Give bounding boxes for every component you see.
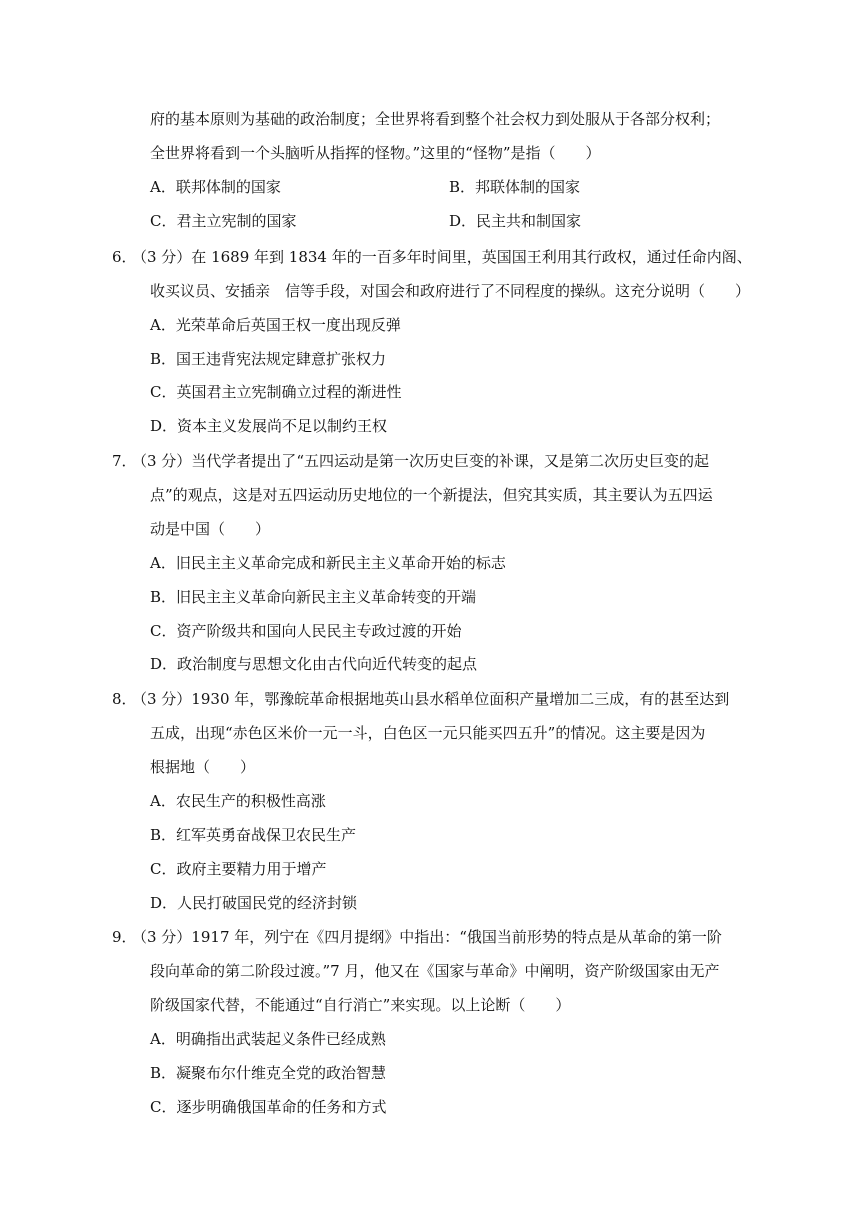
question-text-line: 全世界将看到一个头脑听从指挥的怪物。”这里的“怪物”是指（ ） xyxy=(150,144,601,162)
option-a: A．农民生产的积极性高涨 xyxy=(150,792,326,810)
option-c: C．君主立宪制的国家 xyxy=(150,212,297,230)
option-b: B．邦联体制的国家 xyxy=(449,178,581,196)
question-text-line: 收买议员、安插亲 信等手段，对国会和政府进行了不同程度的操纵。这充分说明（ ） xyxy=(150,282,751,300)
option-c: C．英国君主立宪制确立过程的渐进性 xyxy=(150,383,402,401)
option-c: C．政府主要精力用于增产 xyxy=(150,860,327,878)
option-a: A．旧民主主义革命完成和新民主主义革命开始的标志 xyxy=(150,554,506,572)
question-text-line: （3 分）1930 年，鄂豫皖革命根据地英山县水稻单位面积产量增加二三成，有的甚至达到 xyxy=(132,690,730,708)
question-text-line: 段向革命的第二阶段过渡。”7 月，他又在《国家与革命》中阐明，资产阶级国家由无产 xyxy=(150,962,720,980)
question-number: 8． xyxy=(112,690,137,708)
option-b: B．红军英勇奋战保卫农民生产 xyxy=(150,826,357,844)
question-number: 9． xyxy=(112,928,137,946)
question-number: 7． xyxy=(112,452,137,470)
question-text-line: （3 分）1917 年，列宁在《四月提纲》中指出：“俄国当前形势的特点是从革命的第一阶 xyxy=(132,928,722,946)
question-text-line: （3 分）在 1689 年到 1834 年的一百多年时间里，英国国王利用其行政权，通过任命内阁、 xyxy=(132,248,752,266)
option-d: D．人民打破国民党的经济封锁 xyxy=(150,894,358,912)
option-a: A．明确指出武装起义条件已经成熟 xyxy=(150,1030,386,1048)
option-d: D．民主共和制国家 xyxy=(449,212,582,230)
question-text-line: 五成，出现“赤色区米价一元一斗，白色区一元只能买四五升”的情况。这主要是因为 xyxy=(150,724,706,742)
question-text-line: 点”的观点，这是对五四运动历史地位的一个新提法，但究其实质，其主要认为五四运 xyxy=(150,486,713,504)
question-text-line: 动是中国（ ） xyxy=(150,520,271,538)
question-number: 6． xyxy=(112,248,137,266)
option-b: B．凝聚布尔什维克全党的政治智慧 xyxy=(150,1064,387,1082)
question-text-line: （3 分）当代学者提出了“五四运动是第一次历史巨变的补课，又是第二次历史巨变的起 xyxy=(132,452,709,470)
question-text-line: 阶级国家代替，不能通过“自行消亡”来实现。以上论断（ ） xyxy=(150,996,571,1014)
option-c: C．逐步明确俄国革命的任务和方式 xyxy=(150,1098,387,1116)
option-a: A．光荣革命后英国王权一度出现反弹 xyxy=(150,316,401,334)
option-d: D．资本主义发展尚不足以制约王权 xyxy=(150,417,388,435)
option-d: D．政治制度与思想文化由古代向近代转变的起点 xyxy=(150,655,478,673)
option-c: C．资产阶级共和国向人民民主专政过渡的开始 xyxy=(150,622,462,640)
question-text-line: 根据地（ ） xyxy=(150,758,256,776)
option-b: B．国王违背宪法规定肆意扩张权力 xyxy=(150,350,387,368)
question-text-line: 府的基本原则为基础的政治制度；全世界将看到整个社会权力到处服从于各部分权利； xyxy=(150,110,721,128)
option-a: A．联邦体制的国家 xyxy=(150,178,281,196)
option-b: B．旧民主主义革命向新民主主义革命转变的开端 xyxy=(150,588,477,606)
